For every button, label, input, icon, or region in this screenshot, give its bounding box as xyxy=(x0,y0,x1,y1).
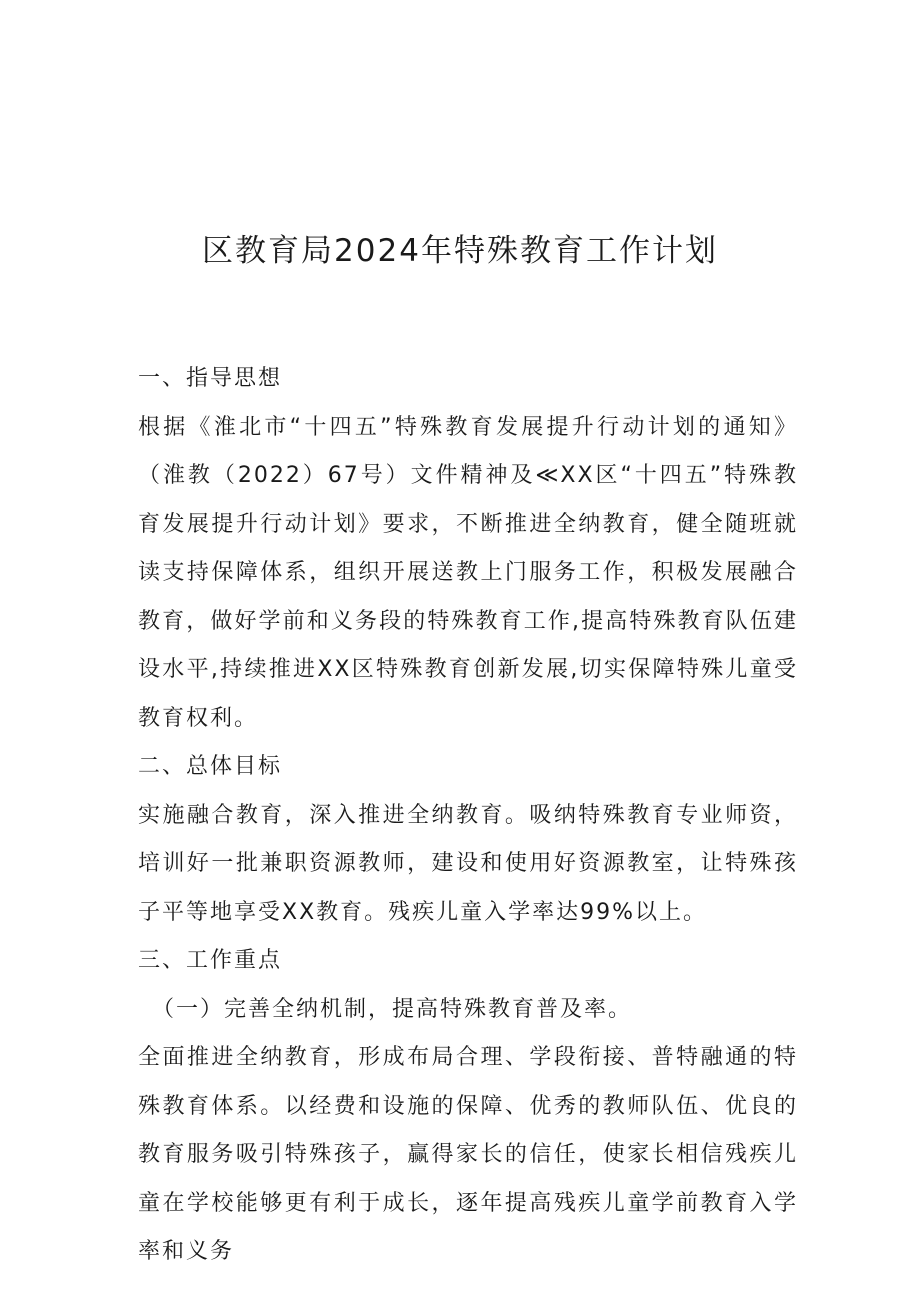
section-heading-guiding-thought: 一、指导思想 xyxy=(138,366,283,391)
section-heading-overall-goal: 二、总体目标 xyxy=(138,754,283,779)
section-subheading-work-focus-1: （一）完善全纳机制，提高特殊教育普及率。 xyxy=(152,996,633,1022)
document-body xyxy=(138,355,798,1277)
section-paragraph-overall-goal: 实施融合教育，深入推进全纳教育。吸纳特殊教育专业师资，培训好一批兼职资源教师，建设和使用好资源教室，让特殊孩子平等地享受XX教育。残疾儿童入学率达99%以上。 xyxy=(138,802,798,925)
section-paragraph-work-focus-1: 全面推进全纳教育，形成布局合理、学段衔接、普特融通的特殊教育体系。以经费和设施的保障、优秀的教师队伍、优良的教育服务吸引特殊孩子，赢得家长的信任，使家长相信残疾儿童在学校能够更有利于成长，逐年提高残疾儿童学前教育入学率和义务 xyxy=(138,1045,798,1264)
document-title: 区教育局2024年特殊教育工作计划 xyxy=(202,233,718,269)
section-heading-work-focus: 三、工作重点 xyxy=(138,948,283,973)
section-paragraph-guiding-thought: 根据《淮北市“十四五”特殊教育发展提升行动计划的通知》（淮教（2022）67号）文件精神及≪XX区“十四五”特殊教育发展提升行动计划》要求，不断推进全纳教育，健全随班就读支持保障体系，组织开展送教上门服务工作，积极发展融合教育，做好学前和义务段的特殊教育工作,提高特殊教育队伍建设水平,持续推进XX区特殊教育创新发展,切实保障特殊儿童受教育权利。 xyxy=(138,414,798,731)
